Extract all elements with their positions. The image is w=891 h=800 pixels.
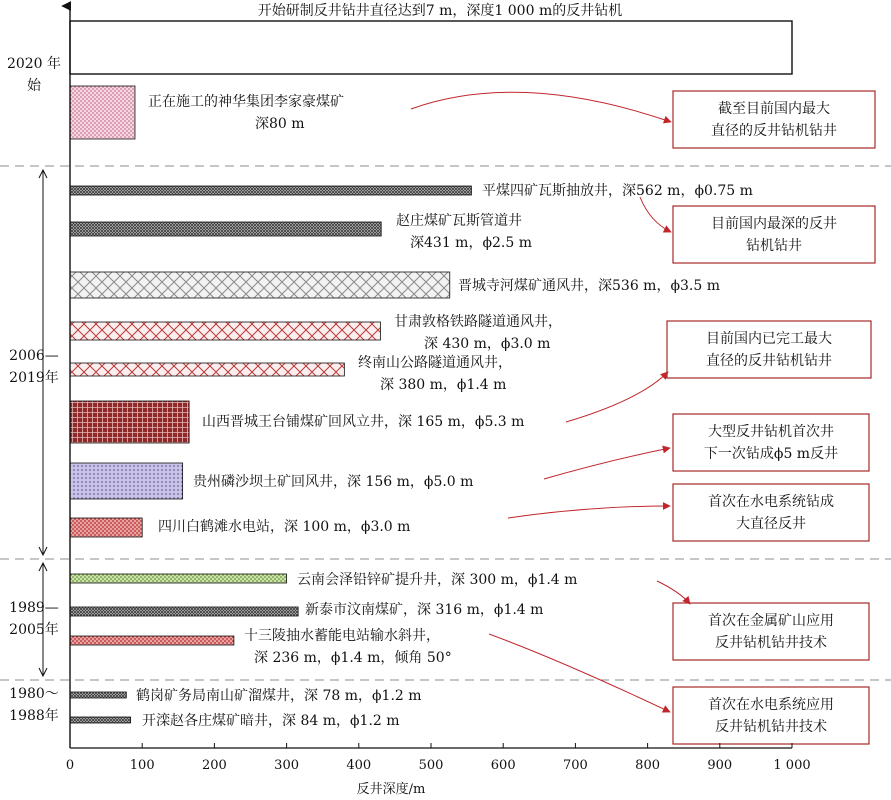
- bar: [70, 272, 450, 298]
- annotation-text: 目前国内已完工最大直径的反井钻机钻井: [706, 331, 832, 369]
- annotation-arrow: [508, 506, 670, 518]
- bar-label: 云南会泽铅锌矿提升井，深 300 m，ϕ1.4 m: [297, 572, 578, 588]
- bar: [70, 463, 183, 499]
- bar-label: 赵庄煤矿瓦斯管道井深431 m，ϕ2.5 m: [396, 213, 532, 251]
- x-tick-label: 0: [65, 758, 75, 773]
- x-tick-label: 800: [635, 758, 661, 773]
- era-label: 1989— 2005年: [9, 600, 59, 638]
- bar-label: 山西晋城王台铺煤矿回风立井，深 165 m，ϕ5.3 m: [202, 414, 525, 430]
- x-tick-label: 600: [490, 758, 516, 773]
- annotation-box: [673, 687, 869, 744]
- annotation-text: 截至目前国内最大直径的反井钻机钻井: [711, 101, 837, 139]
- bar: [70, 518, 142, 537]
- annotation-arrow: [544, 448, 670, 479]
- bar-label: 甘肃敦格铁路隧道通风井，深 430 m，ϕ3.0 m: [394, 314, 562, 352]
- annotation-text: 首次在水电系统钻成大直径反井: [708, 494, 834, 532]
- era-label: 2006— 2019年: [9, 348, 59, 386]
- x-tick-label: 200: [201, 758, 227, 773]
- annotation-arrow: [411, 92, 671, 122]
- annotation-text: 首次在水电系统应用反井钻机钻井技术: [708, 697, 834, 735]
- x-tick-label: 1 000: [773, 758, 811, 773]
- annotation-arrow: [657, 581, 690, 604]
- annotation-arrow: [489, 634, 670, 712]
- annotation-text: 首次在金属矿山应用反井钻机钻井技术: [708, 613, 834, 651]
- annotation-box: [667, 321, 871, 378]
- x-tick-label: 300: [274, 758, 300, 773]
- era-label: 2020 年始: [6, 56, 62, 94]
- annotation-box: [673, 484, 869, 541]
- bar-label: 晋城寺河煤矿通风井，深536 m，ϕ3.5 m: [458, 278, 720, 294]
- bar: [70, 222, 381, 236]
- annotation-box: [673, 603, 869, 660]
- bar: [70, 21, 792, 74]
- bar: [70, 636, 234, 645]
- annotation-text: 大型反井钻机首次井下一次钻成ϕ5 m反井: [703, 424, 839, 462]
- x-tick-label: 100: [129, 758, 155, 773]
- bar-label: 终南山公路隧道通风井，深 380 m，ϕ1.4 m: [358, 355, 512, 393]
- bar: [70, 607, 298, 616]
- annotation-text: 目前国内最深的反井钻机钻井: [711, 216, 837, 254]
- bar: [70, 186, 471, 195]
- bar: [70, 401, 189, 443]
- bar-label: 平煤四矿瓦斯抽放井，深562 m，ϕ0.75 m: [482, 183, 753, 199]
- x-tick-label: 500: [418, 758, 444, 773]
- bar-label: 新泰市汶南煤矿，深 316 m，ϕ1.4 m: [305, 602, 544, 618]
- bar: [70, 363, 344, 376]
- x-tick-label: 700: [562, 758, 588, 773]
- bar: [70, 692, 126, 698]
- annotation-arrow: [640, 197, 671, 232]
- annotation-box: [673, 414, 869, 471]
- bar: [70, 322, 380, 340]
- x-tick-label: 900: [707, 758, 733, 773]
- bar-label: 鹤岗矿务局南山矿溜煤井，深 78 m，ϕ1.2 m: [136, 688, 422, 704]
- bar: [70, 86, 135, 139]
- x-tick-label: 400: [346, 758, 372, 773]
- bar: [70, 717, 131, 723]
- annotation-box: [673, 91, 875, 148]
- annotation-box: [673, 206, 875, 263]
- bar: [70, 574, 287, 583]
- x-axis-label: 反井深度/m: [356, 782, 426, 797]
- bar-label: 正在施工的神华集团李家豪煤矿深80 m: [148, 94, 344, 132]
- era-label: 1980～ 1988年: [9, 686, 59, 724]
- annotation-arrow: [566, 372, 668, 422]
- bar-label: 开始研制反井钻井直径达到7 m，深度1 000 m的反井钻机: [257, 3, 623, 19]
- bar-label: 十三陵抽水蓄能电站输水斜井，深 236 m，ϕ1.4 m，倾角 50°: [244, 628, 452, 666]
- bar-label: 开滦赵各庄煤矿暗井，深 84 m，ϕ1.2 m: [142, 713, 400, 729]
- bar-label: 贵州磷沙坝土矿回风井，深 156 m，ϕ5.0 m: [193, 474, 474, 490]
- bar-label: 四川白鹤滩水电站，深 100 m，ϕ3.0 m: [158, 519, 411, 535]
- era-labels: [7, 55, 61, 724]
